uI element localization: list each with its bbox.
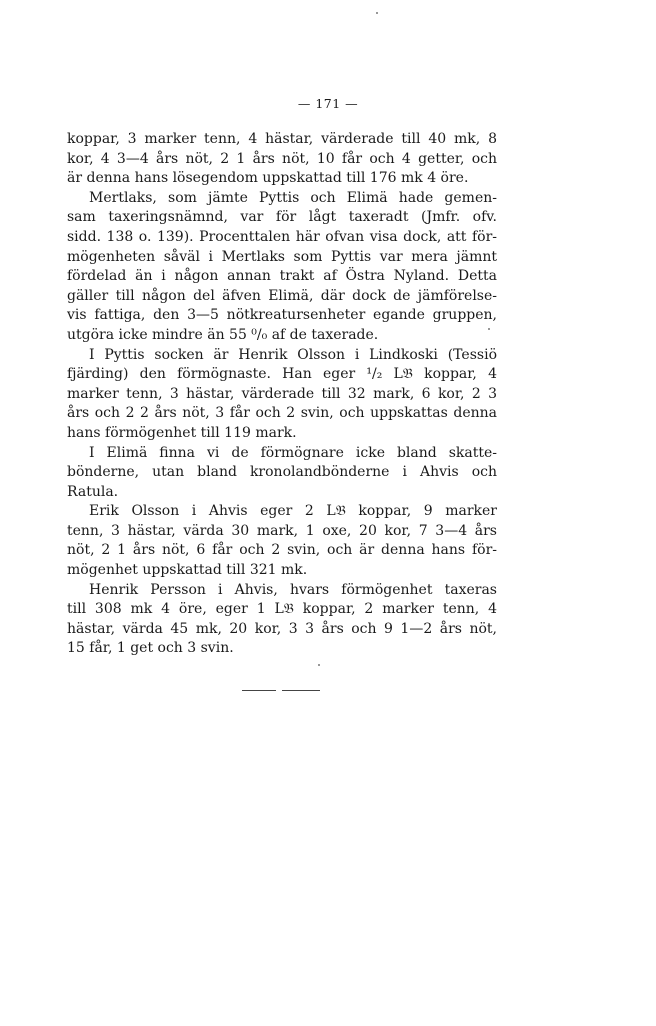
text-line: vis fattiga, den 3—5 nötkreatursenheter egande gruppen,	[67, 307, 497, 324]
text-line: sidd. 138 o. 139). Procenttalen här ofvan visa dock, att för-	[67, 228, 497, 245]
text-line: I Elimä finna vi de förmögnare icke bland skatte-	[89, 444, 497, 461]
paper-speck	[318, 664, 320, 666]
text-line: Erik Olsson i Ahvis eger 2 L𝔅 koppar, 9 marker	[89, 503, 497, 520]
text-line: fördelad än i någon annan trakt af Östra Nyland. Detta	[67, 268, 497, 285]
text-line: till 308 mk 4 öre, eger 1 L𝔅 koppar, 2 marker tenn, 4	[67, 601, 497, 618]
text-line: koppar, 3 marker tenn, 4 hästar, värderade till 40 mk, 8	[67, 131, 497, 147]
closing-rule-right	[282, 690, 320, 691]
text-line: kor, 4 3—4 års nöt, 2 1 års nöt, 10 får och 4 getter, och	[67, 150, 497, 167]
text-line: sam taxeringsnämnd, var för lågt taxeradt (Jmfr. ofv.	[67, 209, 497, 226]
text-line: mögenhet uppskattad till 321 mk.	[67, 562, 308, 579]
text-line: hans förmögenhet till 119 mark.	[67, 424, 297, 441]
paper-speck	[376, 12, 378, 14]
body-text	[67, 130, 497, 659]
text-line: fjärding) den förmögnaste. Han eger ¹/₂ L𝔅 koppar, 4	[67, 366, 497, 383]
paper-speck	[488, 328, 490, 330]
page-number: — 171 —	[297, 96, 359, 111]
text-line: Mertlaks, som jämte Pyttis och Elimä hade gemen-	[89, 189, 497, 206]
text-line: Ratula.	[67, 483, 119, 500]
text-line: nöt, 2 1 års nöt, 6 får och 2 svin, och är denna hans för-	[67, 542, 497, 559]
text-line: är denna hans lösegendom uppskattad till 176 mk 4 öre.	[67, 170, 469, 187]
text-line: års och 2 2 års nöt, 3 får och 2 svin, och uppskattas denna	[67, 405, 497, 422]
text-line: I Pyttis socken är Henrik Olsson i Lindkoski (Tessiö	[89, 346, 497, 363]
text-line: gäller till någon del äfven Elimä, där dock de jämförelse-	[67, 287, 497, 304]
text-line: hästar, värda 45 mk, 20 kor, 3 3 års och 9 1—2 års nöt,	[67, 620, 497, 637]
text-line: bönderne, utan bland kronolandbönderne i Ahvis och	[67, 464, 497, 481]
text-line: Henrik Persson i Ahvis, hvars förmögenhet taxeras	[89, 581, 497, 598]
text-line: 15 får, 1 get och 3 svin.	[67, 640, 234, 657]
text-line: marker tenn, 3 hästar, värderade till 32 mark, 6 kor, 2 3	[67, 385, 497, 402]
text-line: mögenheten såväl i Mertlaks som Pyttis var mera jämnt	[67, 248, 497, 265]
closing-rule-left	[242, 690, 276, 691]
text-line: utgöra icke mindre än 55 ⁰/₀ af de taxerade.	[67, 326, 379, 343]
text-line: tenn, 3 hästar, värda 30 mark, 1 oxe, 20 kor, 7 3—4 års	[67, 522, 497, 539]
